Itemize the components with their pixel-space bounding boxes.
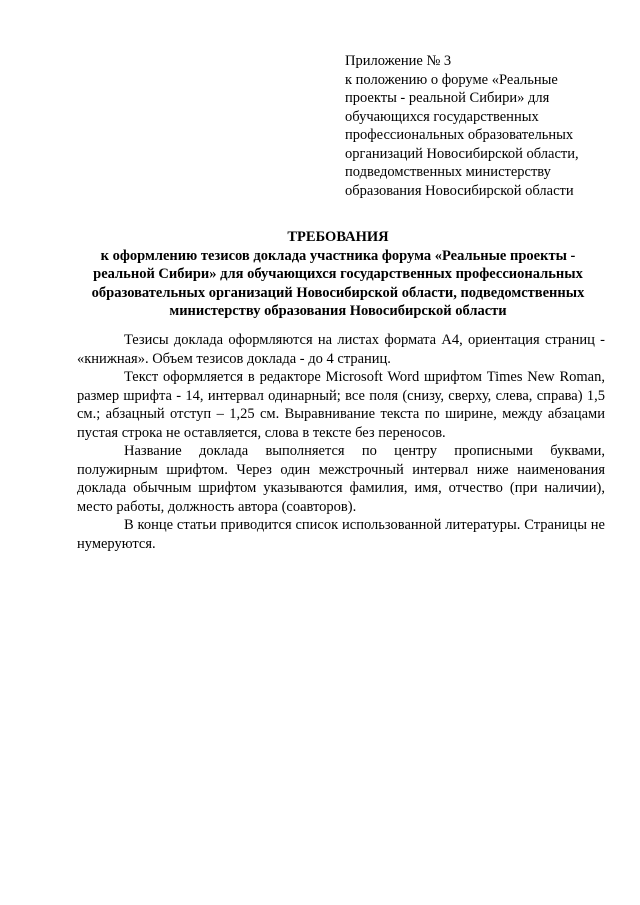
document-heading <box>70 228 606 321</box>
appendix-line: Приложение № 3 <box>345 53 452 69</box>
appendix-line: проекты - реальной Сибири» для <box>345 90 550 106</box>
body-paragraph: В конце статьи приводится список использованной литературы. Страницы не нумеруются. <box>77 517 605 552</box>
heading-subtitle-line: образовательных организаций Новосибирской области, подведомственных <box>91 284 585 301</box>
body-paragraph: Текст оформляется в редакторе Microsoft Word шрифтом Times New Roman, размер шрифта - 14, интервал одинарный; все поля (снизу, сверху, слева, справа) 1,5 см.; абзацный отступ – 1,25 см. Выравнивание текста по ширине, между абзацами пустая строка не оставляется, слова в тексте без переносов. <box>77 369 605 441</box>
appendix-line: профессиональных образовательных <box>345 127 574 143</box>
appendix-line: организаций Новосибирской области, <box>345 145 579 162</box>
heading-subtitle-line: к оформлению тезисов доклада участника форума «Реальные проекты - <box>100 247 576 264</box>
heading-title: ТРЕБОВАНИЯ <box>287 229 389 245</box>
appendix-line: обучающихся государственных <box>345 108 539 125</box>
body-paragraph: Название доклада выполняется по центру прописными буквами, полужирным шрифтом. Через один межстрочный интервал ниже наименования доклада обычным шрифтом указываются фамилия, имя, отчество (при наличии), место работы, должность автора (соавторов). <box>77 443 605 515</box>
heading-subtitle-line: реальной Сибири» для обучающихся государственных профессиональных <box>93 266 583 282</box>
appendix-line: к положению о форуме «Реальные <box>345 71 558 88</box>
document-body <box>77 331 605 553</box>
appendix-note <box>345 52 605 200</box>
appendix-line: подведомственных министерству <box>345 164 551 180</box>
heading-subtitle-line: министерству образования Новосибирской области <box>169 303 507 319</box>
body-paragraph: Тезисы доклада оформляются на листах формата А4, ориентация страниц - «книжная». Объем тезисов доклада - до 4 страниц. <box>77 332 605 367</box>
appendix-line: образования Новосибирской области <box>345 182 574 199</box>
